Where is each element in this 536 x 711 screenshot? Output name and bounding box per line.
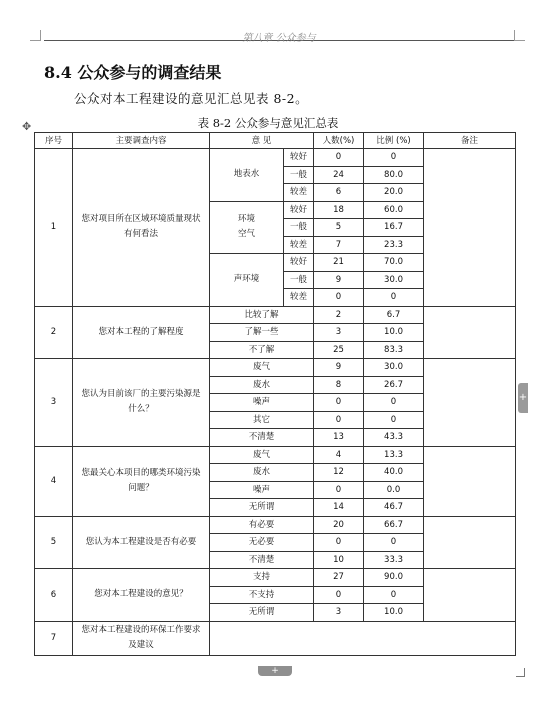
opinion-option: 较好	[284, 149, 314, 167]
opinion-group-label: 地表水	[210, 149, 284, 202]
opinion-option: 较差	[284, 236, 314, 254]
header-opinion: 意 见	[210, 133, 314, 149]
response-count: 0	[314, 586, 364, 604]
response-ratio: 30.0	[364, 271, 424, 289]
header-no: 序号	[35, 133, 73, 149]
response-count: 0	[314, 411, 364, 429]
question-number: 5	[35, 516, 73, 569]
response-count: 0	[314, 149, 364, 167]
response-ratio: 83.3	[364, 341, 424, 359]
response-count: 13	[314, 429, 364, 447]
table-resize-handle-icon[interactable]	[516, 668, 525, 677]
response-count: 6	[314, 184, 364, 202]
opinion-option: 不清楚	[210, 551, 314, 569]
response-count: 10	[314, 551, 364, 569]
response-ratio: 70.0	[364, 254, 424, 272]
response-count: 0	[314, 394, 364, 412]
opinion-option: 无所谓	[210, 499, 314, 517]
intro-paragraph: 公众对本工程建设的意见汇总见表 8-2。	[74, 91, 309, 106]
opinion-option: 无所谓	[210, 604, 314, 622]
response-count: 7	[314, 236, 364, 254]
question-content: 您对本工程建设的环保工作要求及建议	[73, 621, 210, 655]
question-number: 1	[35, 149, 73, 307]
opinion-option: 废水	[210, 376, 314, 394]
table-row	[35, 359, 516, 377]
response-ratio: 90.0	[364, 569, 424, 587]
question-content: 您对本工程建设的意见？	[73, 569, 210, 622]
table-row	[35, 306, 516, 324]
question-number: 4	[35, 446, 73, 516]
remark-cell	[424, 446, 516, 516]
remark-cell	[424, 359, 516, 447]
remark-cell	[424, 569, 516, 622]
opinion-option: 废水	[210, 464, 314, 482]
table-row	[35, 621, 516, 655]
response-count: 0	[314, 481, 364, 499]
response-count: 25	[314, 341, 364, 359]
response-ratio: 0	[364, 534, 424, 552]
response-ratio: 30.0	[364, 359, 424, 377]
response-ratio: 0	[364, 289, 424, 307]
response-ratio: 0	[364, 149, 424, 167]
response-ratio: 20.0	[364, 184, 424, 202]
response-ratio: 0	[364, 586, 424, 604]
opinion-option: 一般	[284, 166, 314, 184]
response-count: 18	[314, 201, 364, 219]
response-ratio: 66.7	[364, 516, 424, 534]
chapter-header-text: 第八章 公众参与	[242, 33, 316, 44]
table-move-handle-icon[interactable]: ✥	[22, 120, 32, 133]
question-number: 6	[35, 569, 73, 622]
opinion-option: 较差	[284, 289, 314, 307]
response-count: 24	[314, 166, 364, 184]
table-row	[35, 149, 516, 167]
response-ratio: 80.0	[364, 166, 424, 184]
remark-cell	[424, 516, 516, 569]
response-ratio: 10.0	[364, 604, 424, 622]
response-ratio: 0	[364, 394, 424, 412]
response-count: 21	[314, 254, 364, 272]
response-count: 0	[314, 534, 364, 552]
opinion-option: 一般	[284, 219, 314, 237]
opinion-option: 噪声	[210, 481, 314, 499]
response-ratio: 60.0	[364, 201, 424, 219]
opinion-option: 比较了解	[210, 306, 314, 324]
response-ratio: 23.3	[364, 236, 424, 254]
opinion-option: 废气	[210, 359, 314, 377]
opinion-option: 废气	[210, 446, 314, 464]
response-ratio: 40.0	[364, 464, 424, 482]
opinion-option: 较好	[284, 201, 314, 219]
response-count: 20	[314, 516, 364, 534]
side-expand-tab-icon[interactable]: +	[518, 383, 528, 413]
header-count: 人数(%)	[314, 133, 364, 149]
table-header-row	[35, 133, 516, 149]
opinion-option: 了解一些	[210, 324, 314, 342]
response-count: 3	[314, 324, 364, 342]
table-row	[35, 446, 516, 464]
question-number: 7	[35, 621, 73, 655]
response-count: 12	[314, 464, 364, 482]
response-ratio: 16.7	[364, 219, 424, 237]
opinion-group-label: 环境 空气	[210, 201, 284, 254]
opinion-option: 无必要	[210, 534, 314, 552]
table-row	[35, 569, 516, 587]
response-count: 9	[314, 271, 364, 289]
remark-cell	[424, 149, 516, 307]
response-ratio: 43.3	[364, 429, 424, 447]
margin-corner-mark	[30, 30, 41, 41]
header-remark: 备注	[424, 133, 516, 149]
page-header	[44, 22, 514, 44]
response-count: 0	[314, 289, 364, 307]
table-caption: 表 8-2 公众参与意见汇总表	[197, 116, 339, 130]
response-ratio: 10.0	[364, 324, 424, 342]
opinion-option: 不清楚	[210, 429, 314, 447]
response-ratio: 46.7	[364, 499, 424, 517]
opinion-option: 支持	[210, 569, 314, 587]
opinion-group-label: 声环境	[210, 254, 284, 307]
response-count: 9	[314, 359, 364, 377]
question-content: 您认为目前该厂的主要污染源是什么？	[73, 359, 210, 447]
response-count: 14	[314, 499, 364, 517]
opinion-option: 不支持	[210, 586, 314, 604]
question-content: 您对本工程的了解程度	[73, 306, 210, 359]
opinion-option: 不了解	[210, 341, 314, 359]
response-ratio: 6.7	[364, 306, 424, 324]
section-title: 8.4 公众参与的调查结果	[44, 63, 222, 82]
remark-cell	[424, 306, 516, 359]
header-ratio: 比例 (%)	[364, 133, 424, 149]
response-count: 5	[314, 219, 364, 237]
response-count: 2	[314, 306, 364, 324]
response-ratio: 33.3	[364, 551, 424, 569]
response-ratio: 26.7	[364, 376, 424, 394]
opinion-option: 噪声	[210, 394, 314, 412]
response-ratio: 13.3	[364, 446, 424, 464]
opinion-option: 其它	[210, 411, 314, 429]
opinion-option: 较差	[284, 184, 314, 202]
header-content: 主要调查内容	[73, 133, 210, 149]
margin-corner-mark	[514, 30, 525, 41]
response-ratio: 0.0	[364, 481, 424, 499]
response-count: 27	[314, 569, 364, 587]
add-row-icon[interactable]: +	[258, 666, 292, 676]
response-ratio: 0	[364, 411, 424, 429]
answer-cell	[210, 621, 516, 655]
question-content: 您对项目所在区域环境质量现状有何看法	[73, 149, 210, 307]
table-row	[35, 516, 516, 534]
opinion-summary-table	[34, 132, 516, 656]
question-content: 您最关心本项目的哪类环境污染问题？	[73, 446, 210, 516]
response-count: 3	[314, 604, 364, 622]
question-number: 3	[35, 359, 73, 447]
question-number: 2	[35, 306, 73, 359]
opinion-option: 有必要	[210, 516, 314, 534]
opinion-option: 一般	[284, 271, 314, 289]
question-content: 您认为本工程建设是否有必要	[73, 516, 210, 569]
opinion-option: 较好	[284, 254, 314, 272]
response-count: 8	[314, 376, 364, 394]
response-count: 4	[314, 446, 364, 464]
